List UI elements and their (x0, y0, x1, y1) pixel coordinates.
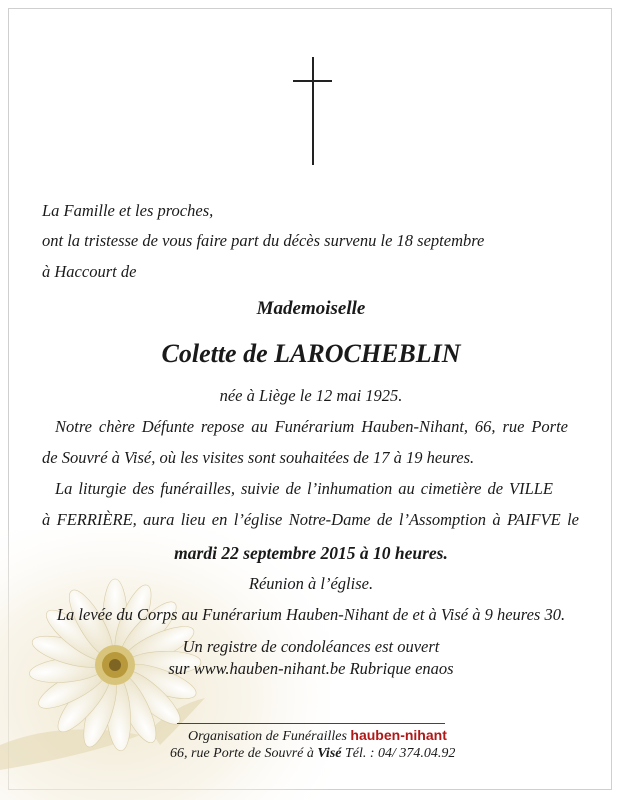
intro-line-1: La Famille et les proches, (42, 201, 214, 220)
ceremony-date: mardi 22 septembre 2015 à 10 heures. (174, 543, 448, 563)
departure-line: La levée du Corps au Funérarium Hauben-Nihant de et à Visé à 9 heures 30. (56, 605, 566, 624)
deceased-name: Colette de LAROCHEBLIN (161, 339, 461, 368)
register-line-1: Un registre de condoléances est ouvert (182, 637, 440, 656)
intro-line-2: ont la tristesse de vous faire part du décès survenu le 18 septembre (42, 231, 485, 250)
footer-address-prefix: 66, rue Porte de Souvré à (170, 746, 314, 761)
funerarium-line-2: de Souvré à Visé, où les visites sont souhaitées de 17 à 19 heures. (42, 448, 475, 467)
intro-line-3: à Haccourt de (42, 262, 137, 281)
birth-line: née à Liège le 12 mai 1925. (219, 386, 403, 405)
register-line-2: sur www.hauben-nihant.be Rubrique enaos (168, 659, 454, 678)
honorific-title: Mademoiselle (256, 298, 366, 319)
footer-city: Visé (317, 746, 342, 761)
funerarium-line-1: Notre chère Défunte repose au Funérarium Hauben-Nihant, 66, rue Porte (55, 417, 568, 436)
footer-address (170, 744, 455, 764)
footer-phone: Tél. : 04/ 374.04.92 (344, 746, 456, 761)
meeting-line: Réunion à l’église. (248, 574, 374, 593)
brand-name: hauben-nihant (350, 727, 447, 743)
liturgy-line-2: à FERRIÈRE, aura lieu en l’église Notre-Dame de l’Assomption à PAIFVE le (42, 510, 579, 529)
footer-org-prefix: Organisation de Funérailles (188, 729, 347, 744)
liturgy-line-1: La liturgie des funérailles, suivie de l’inhumation au cimetière de VILLE (55, 479, 553, 498)
footer-divider (177, 723, 445, 724)
